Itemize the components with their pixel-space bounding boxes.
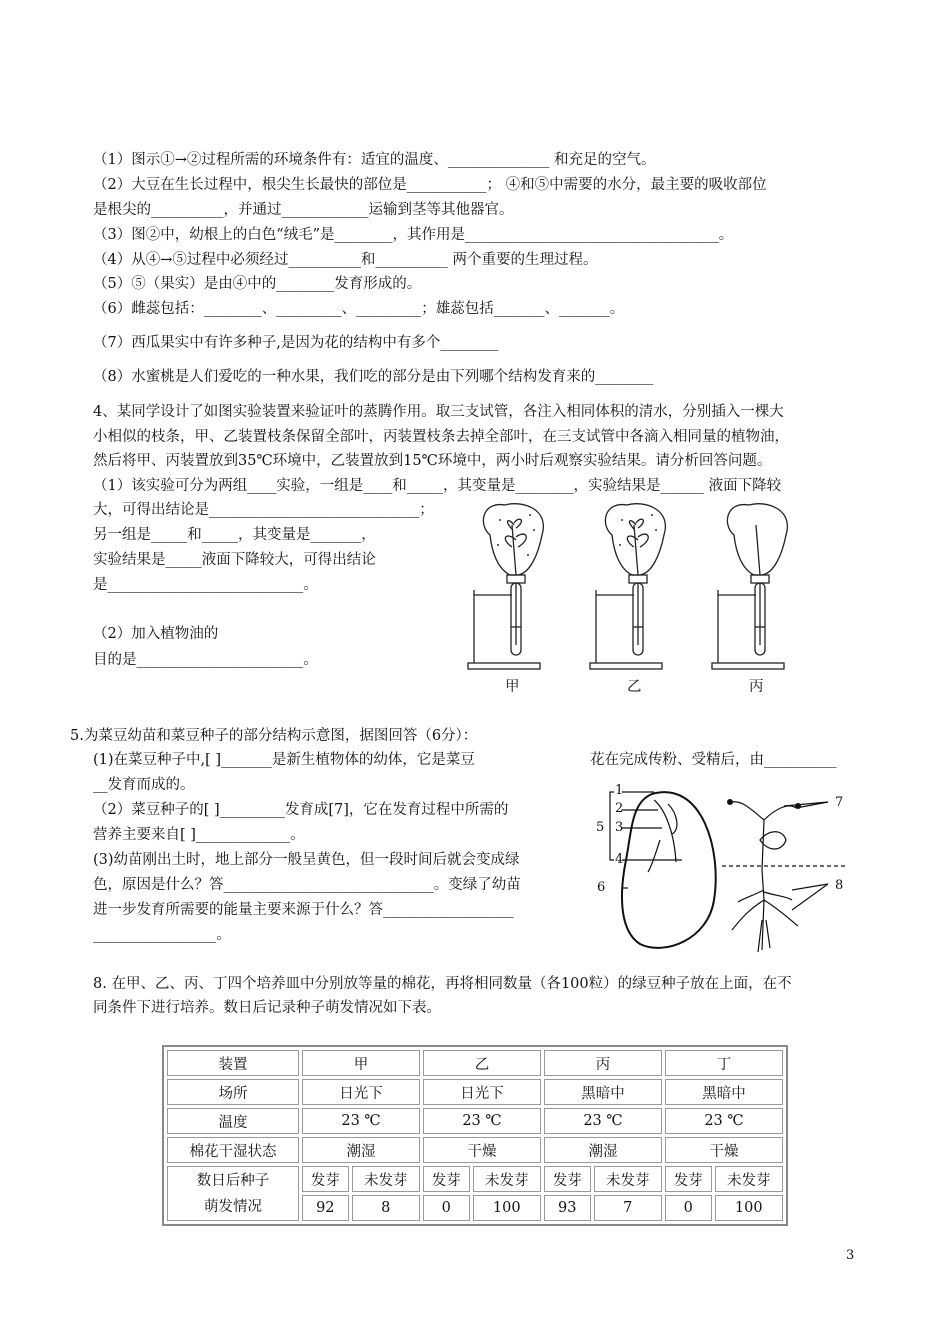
q5-line-7: 色，原因是什么？答_____________________________。变绿了幼苗 xyxy=(93,877,521,893)
table-cell: 7 xyxy=(594,1195,662,1221)
seed-label-2: 2 xyxy=(615,801,624,816)
q3-line-4: （3）图②中，幼根上的白色“绒毛”是________，其作用是___________________________________。 xyxy=(93,227,734,243)
table-cell: 92 xyxy=(302,1195,349,1221)
table-cell: 日光下 xyxy=(302,1079,420,1105)
q3-line-5: （4）从④→⑤过程中必须经过__________和__________ 两个重要的生理过程。 xyxy=(93,252,598,268)
table-cell: 100 xyxy=(715,1195,783,1221)
table-cell: 93 xyxy=(544,1195,591,1221)
table-row xyxy=(167,1079,783,1105)
table-cell: 黑暗中 xyxy=(544,1079,662,1105)
table-cell: 温度 xyxy=(167,1108,299,1134)
bean-seed-seedling-figure xyxy=(592,780,852,960)
q3-line-2: （2）大豆在生长过程中，根尖生长最快的部位是___________； ④和⑤中需要的水分，最主要的吸收部位 xyxy=(93,177,767,193)
table-header: 丙 xyxy=(544,1050,662,1076)
table-cell: 0 xyxy=(665,1195,712,1221)
seed-label-4: 4 xyxy=(615,852,624,867)
q4-line-5: 大，可得出结论是_____________________________； xyxy=(93,502,434,518)
q5-line-6: (3)幼苗刚出土时，地上部分一般呈黄色，但一段时间后就会变成绿 xyxy=(93,852,520,868)
q4-line-8: 是___________________________。 xyxy=(93,577,318,593)
table-cell: 未发芽 xyxy=(594,1166,662,1192)
table-header: 甲 xyxy=(302,1050,420,1076)
table-cell: 干燥 xyxy=(665,1137,783,1163)
table-cell: 黑暗中 xyxy=(665,1079,783,1105)
q5-line-1: 5.为菜豆幼苗和菜豆种子的部分结构示意图，据图回答（6分）： xyxy=(70,728,478,744)
table-cell: 0 xyxy=(423,1195,470,1221)
q3-line-3: 是根尖的__________，并通过____________运输到茎等其他器官。 xyxy=(93,202,514,218)
q3-line-9: （8）水蜜桃是人们爱吃的一种水果，我们吃的部分是由下列哪个结构发育来的________ xyxy=(93,369,654,385)
table-cell: 100 xyxy=(473,1195,541,1221)
table-cell: 潮湿 xyxy=(544,1137,662,1163)
apparatus-bing xyxy=(712,504,787,669)
table-header: 丁 xyxy=(665,1050,783,1076)
q8-line-1: 8. 在甲、乙、丙、丁四个培养皿中分别放等量的棉花，再将相同数量（各100粒）的绿豆种子放在上面，在不 xyxy=(93,976,792,992)
table-cell: 潮湿 xyxy=(302,1137,420,1163)
table-cell: 日光下 xyxy=(423,1079,541,1105)
q4-line-1: 4、某同学设计了如图实验装置来验证叶的蒸腾作用。取三支试管，各注入相同体积的清水，分别插入一棵大 xyxy=(93,404,784,420)
transpiration-apparatus-figure xyxy=(460,495,790,705)
table-cell: 场所 xyxy=(167,1079,299,1105)
q5-line-4: （2）菜豆种子的[ ]_________发育成[7]，它在发育过程中所需的 xyxy=(93,802,509,818)
q4-line-2: 小相似的枝条，甲、乙装置枝条保留全部叶，丙装置枝条去掉全部叶，在三支试管中各滴入相同量的植物油， xyxy=(93,429,789,445)
label-jia: 甲 xyxy=(505,679,520,695)
q5-line-3: __发育而成的。 xyxy=(93,777,195,793)
table-cell: 发芽 xyxy=(544,1166,591,1192)
apparatus-yi xyxy=(590,504,665,669)
q5-line-8: 进一步发育所需要的能量主要来源于什么？答__________________ xyxy=(93,902,514,918)
seed-label-5: 5 xyxy=(596,820,605,835)
table-cell: 23 ℃ xyxy=(544,1108,662,1134)
label-bing: 丙 xyxy=(749,679,764,695)
page-number: 3 xyxy=(846,1248,855,1263)
table-cell: 23 ℃ xyxy=(665,1108,783,1134)
table-cell: 发芽 xyxy=(665,1166,712,1192)
table-row xyxy=(167,1166,783,1192)
q4-line-10: 目的是_______________________。 xyxy=(93,652,318,668)
table-cell: 数日后种子萌发情况 xyxy=(167,1166,299,1221)
q3-line-1: （1）图示①→②过程所需的环境条件有：适宜的温度、______________ 和充足的空气。 xyxy=(93,152,656,168)
q5-line-5: 营养主要来自[ ]_____________。 xyxy=(93,827,305,843)
table-cell: 棉花干湿状态 xyxy=(167,1137,299,1163)
q5-line-2b: 花在完成传粉、受精后，由__________ xyxy=(590,752,837,768)
table-cell: 未发芽 xyxy=(715,1166,783,1192)
q3-line-8: （7）西瓜果实中有许多种子,是因为花的结构中有多个________ xyxy=(93,335,499,351)
q4-line-4: （1）该实验可分为两组____实验，一组是____和_____，其变量是________，实验结果是______ 液面下降较 xyxy=(93,478,782,494)
q5-line-2: (1)在菜豆种子中,[ ]_______是新生植物体的幼体，它是菜豆 xyxy=(93,752,475,768)
table-cell: 未发芽 xyxy=(473,1166,541,1192)
table-cell: 23 ℃ xyxy=(423,1108,541,1134)
table-header: 乙 xyxy=(423,1050,541,1076)
table-cell: 发芽 xyxy=(302,1166,349,1192)
table-header: 装置 xyxy=(167,1050,299,1076)
q4-line-6: 另一组是_____和_____，其变量是_______， xyxy=(93,527,376,543)
table-row xyxy=(167,1137,783,1163)
table-row xyxy=(167,1050,783,1076)
bean-seed xyxy=(622,792,716,948)
seed-label-1: 1 xyxy=(615,783,624,798)
germination-table xyxy=(162,1045,788,1226)
table-cell: 未发芽 xyxy=(352,1166,420,1192)
seed-label-6: 6 xyxy=(597,880,606,895)
table-row xyxy=(167,1108,783,1134)
q4-line-9: （2）加入植物油的 xyxy=(93,626,219,642)
label-yi: 乙 xyxy=(627,679,642,695)
seedling-label-7: 7 xyxy=(835,795,844,810)
table-cell: 发芽 xyxy=(423,1166,470,1192)
q4-line-3: 然后将甲、丙装置放到35℃环境中，乙装置放到15℃环境中，两小时后观察实验结果。请分析回答问题。 xyxy=(93,453,772,469)
table-cell: 23 ℃ xyxy=(302,1108,420,1134)
table-cell: 干燥 xyxy=(423,1137,541,1163)
q3-line-7: （6）雌蕊包括：________、_________、_________；雄蕊包括_______、_______。 xyxy=(93,301,625,317)
q4-line-7: 实验结果是_____液面下降较大，可得出结论 xyxy=(93,552,376,568)
q8-line-2: 同条件下进行培养。数日后记录种子萌发情况如下表。 xyxy=(93,1000,441,1016)
table-cell: 8 xyxy=(352,1195,420,1221)
q5-line-9: _________________。 xyxy=(93,927,231,943)
q3-line-6: （5）⑤（果实）是由④中的________发育形成的。 xyxy=(93,276,422,292)
seed-label-3: 3 xyxy=(615,820,624,835)
apparatus-jia xyxy=(468,504,543,669)
seedling-label-8: 8 xyxy=(835,878,844,893)
